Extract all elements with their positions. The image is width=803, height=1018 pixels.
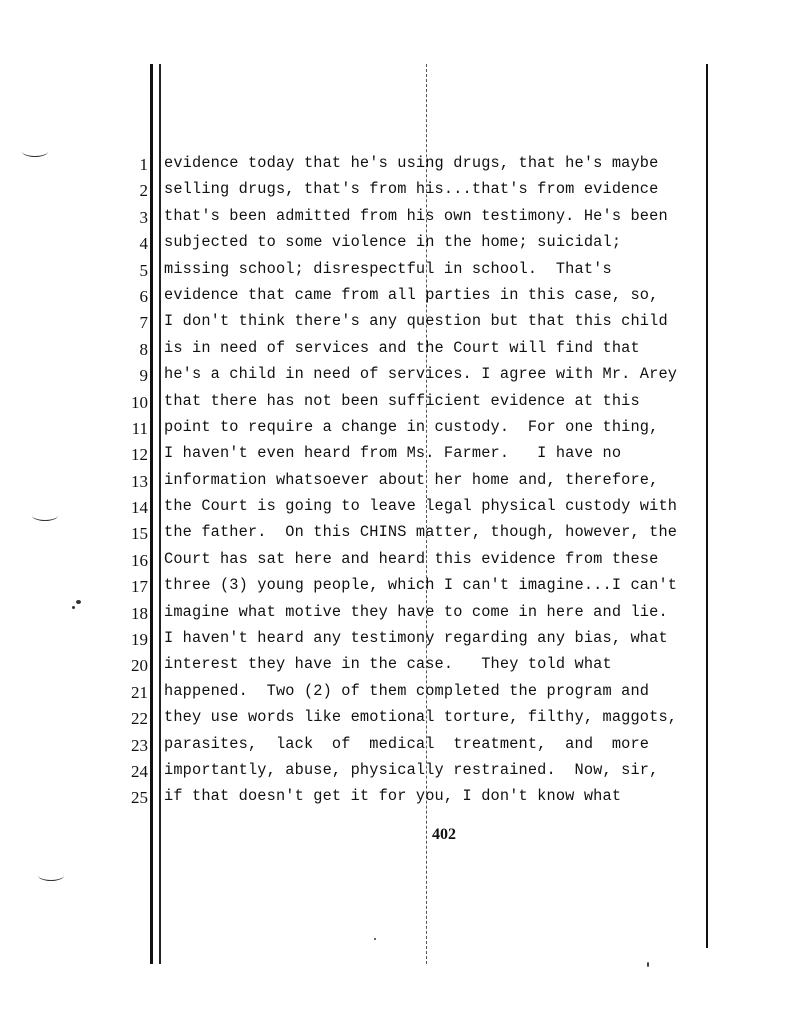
line-number: 14 <box>131 498 148 518</box>
line-number: 19 <box>131 630 148 650</box>
transcript-line: selling drugs, that's from his...that's from evidence <box>164 180 659 199</box>
transcript-line: evidence that came from all parties in this case, so, <box>164 285 659 304</box>
line-number: 16 <box>131 550 148 570</box>
scan-speck <box>76 600 81 604</box>
transcript-line: I haven't even heard from Ms. Farmer. I have no <box>164 444 622 463</box>
transcript-line: he's a child in need of services. I agree with Mr. Arey <box>164 365 678 384</box>
transcript-line: imagine what motive they have to come in here and lie. <box>164 602 668 621</box>
transcript-line: if that doesn't get it for you, I don't know what <box>164 787 622 806</box>
line-number: 18 <box>131 603 148 623</box>
line-number: 17 <box>131 577 148 597</box>
line-number: 20 <box>131 656 148 676</box>
punch-hole-mark <box>38 870 64 881</box>
transcript-line: I don't think there's any question but that this child <box>164 312 668 331</box>
line-number: 3 <box>139 207 148 227</box>
punch-hole-mark <box>32 510 58 521</box>
transcript-line: the Court is going to leave legal physical custody with <box>164 497 678 516</box>
line-number: 1 <box>139 155 148 174</box>
line-number: 4 <box>139 234 148 254</box>
transcript-line: evidence today that he's using drugs, that he's maybe <box>164 154 659 172</box>
transcript-line: they use words like emotional torture, filthy, maggots, <box>164 708 678 727</box>
line-number: 5 <box>139 260 148 280</box>
line-number: 22 <box>131 709 148 729</box>
transcript-line: subjected to some violence in the home; suicidal; <box>164 233 622 252</box>
line-number: 23 <box>131 735 148 755</box>
scan-speck <box>374 938 376 940</box>
transcript-line: importantly, abuse, physically restrained. Now, sir, <box>164 760 659 779</box>
scan-speck <box>647 962 649 967</box>
transcript-line: is in need of services and the Court will find that <box>164 338 640 357</box>
transcript-line: Court has sat here and heard this evidence from these <box>164 549 659 568</box>
left-margin-rule <box>150 64 153 964</box>
page-number: 402 <box>432 826 456 843</box>
transcript-line: information whatsoever about her home and, therefore, <box>164 470 659 489</box>
transcript-line: missing school; disrespectful in school. That's <box>164 259 612 278</box>
transcript-line: the father. On this CHINS matter, though, however, the <box>164 523 678 542</box>
transcript-line: parasites, lack of medical treatment, and more <box>164 734 650 753</box>
transcript-line: interest they have in the case. They told what <box>164 655 612 674</box>
transcript-line: point to require a change in custody. For one thing, <box>164 417 659 436</box>
transcript-line: that's been admitted from his own testimony. He's been <box>164 206 668 225</box>
line-number: 11 <box>131 418 148 438</box>
transcript-line: three (3) young people, which I can't imagine...I can't <box>164 576 678 595</box>
punch-hole-mark <box>22 146 48 157</box>
left-margin-rule-inner <box>159 64 161 964</box>
line-number-column <box>118 152 148 812</box>
line-number: 8 <box>139 339 148 359</box>
transcript-text <box>164 150 716 810</box>
line-number: 21 <box>131 682 148 702</box>
transcript-line: that there has not been sufficient evidence at this <box>164 391 640 410</box>
line-number: 25 <box>131 788 148 808</box>
line-number: 9 <box>139 366 148 386</box>
line-number: 13 <box>131 471 148 491</box>
transcript-line: happened. Two (2) of them completed the program and <box>164 681 650 700</box>
line-number: 24 <box>131 761 148 781</box>
line-number: 6 <box>139 286 148 306</box>
line-number: 15 <box>131 524 148 544</box>
line-number: 7 <box>139 313 148 333</box>
line-number: 12 <box>131 445 148 465</box>
line-number: 10 <box>131 392 148 412</box>
scan-speck <box>72 606 75 609</box>
transcript-line: I haven't heard any testimony regarding any bias, what <box>164 629 668 648</box>
line-number: 2 <box>139 181 148 201</box>
